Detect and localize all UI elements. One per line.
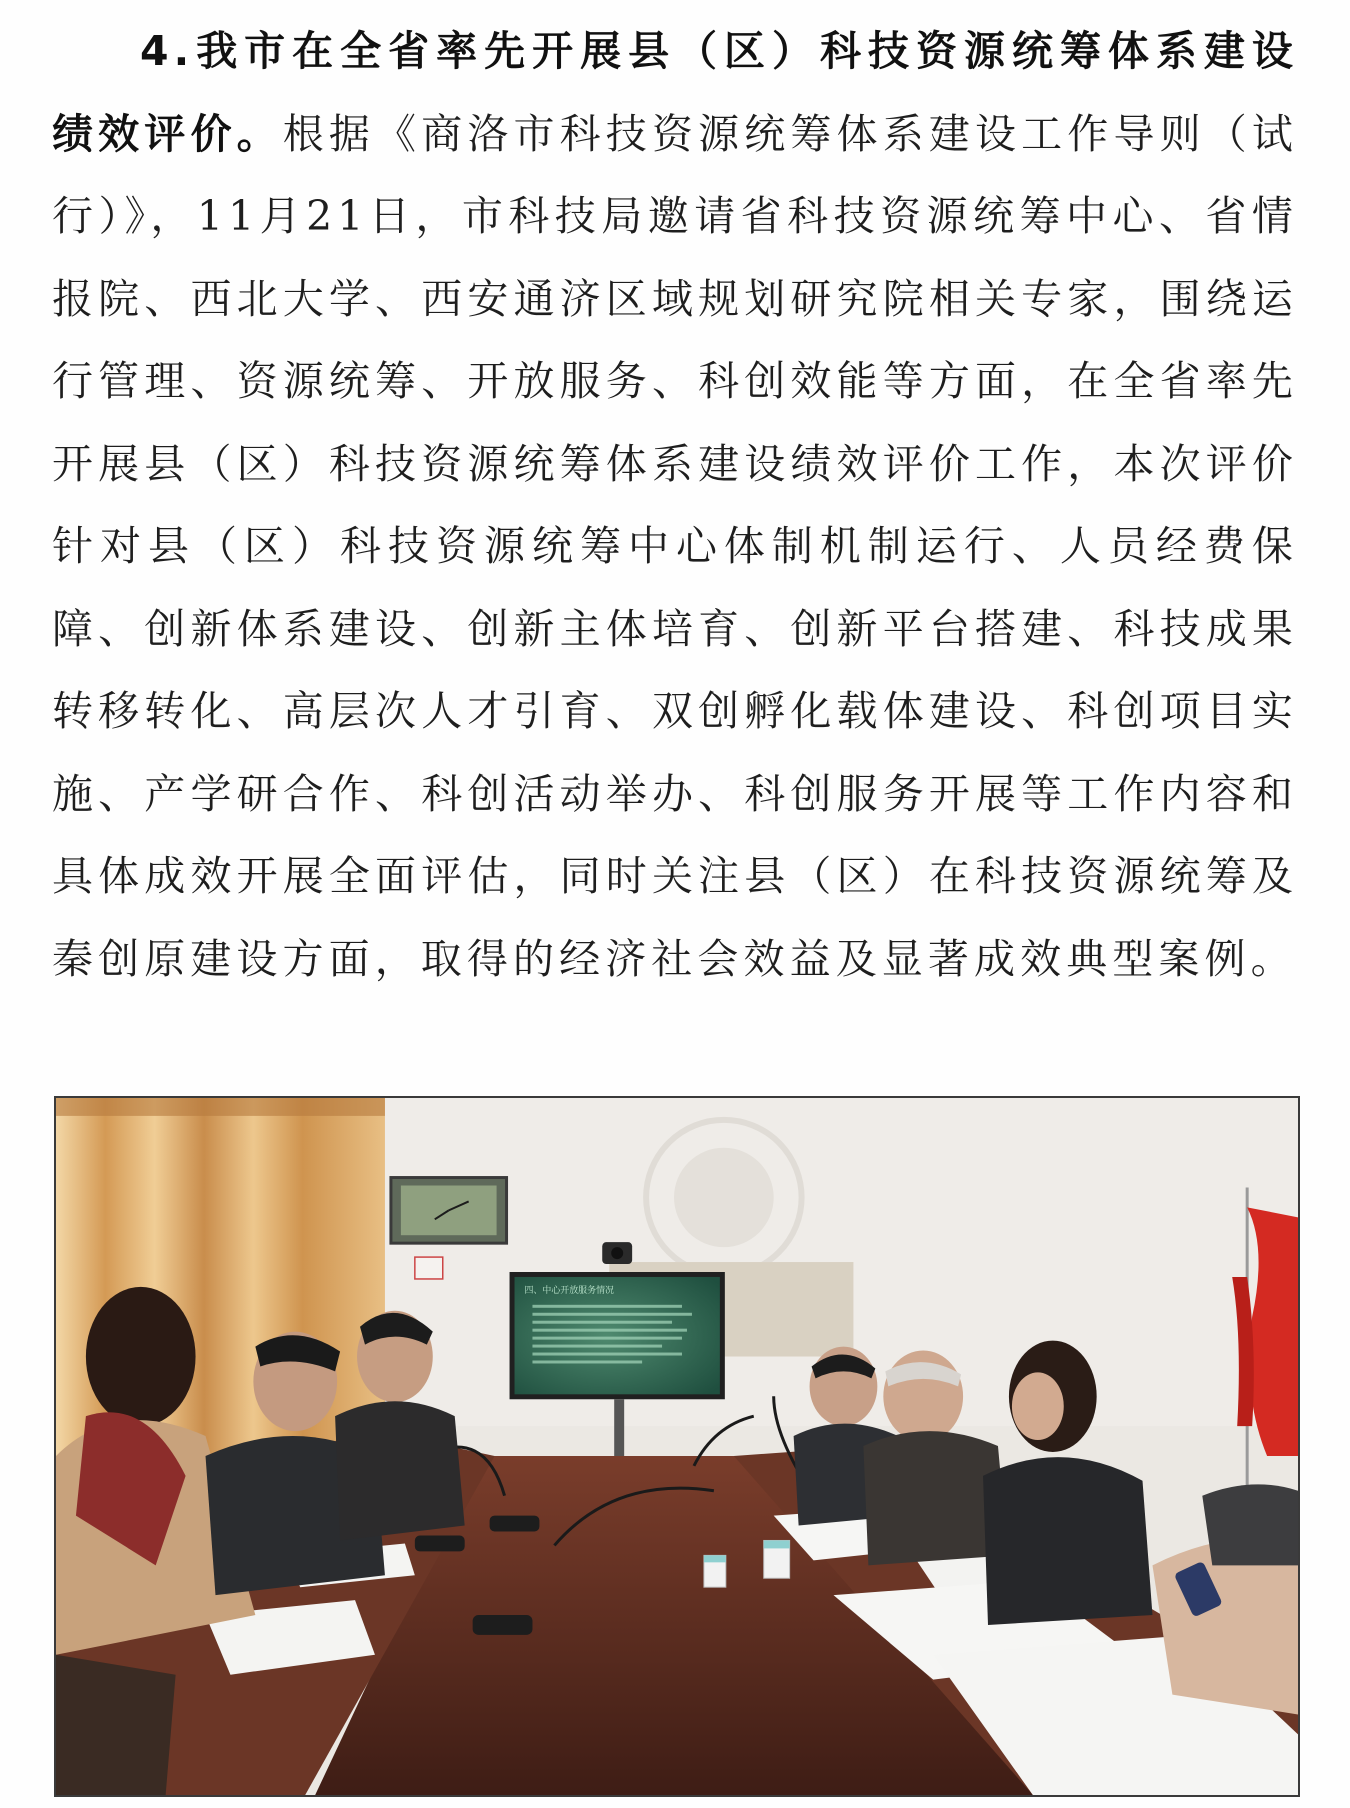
- screen-heading: 四、中心开放服务情况: [524, 1285, 614, 1296]
- paragraph-text: 根据《商洛市科技资源统筹体系建设工作导则（试行）》，11月21日，市科技局邀请省科技资源统筹中心、省情报院、西北大学、西安通济区域规划研究院相关专家，围绕运行管理、资源统筹、开放服务、科创效能等方面，在全省率先开展县（区）科技资源统筹体系建设绩效评价工作，本次评价针对县（区）科技资源统筹中心体制机制运行、人员经费保障、创新体系建设、创新主体培育、创新平台搭建、科技成果转移转化、高层次人才引育、双创孵化载体建设、科创项目实施、产学研合作、科创活动举办、科创服务开展等工作内容和具体成效开展全面评估，同时关注县（区）在科技资源统筹及秦创原建设方面，取得的经济社会效益及显著成效典型案例。: [52, 109, 1298, 983]
- meeting-photo: [54, 1096, 1300, 1797]
- meeting-photo-illustration: [56, 1098, 1298, 1795]
- article-body: [52, 10, 1298, 1000]
- paragraph: [52, 10, 1298, 1000]
- paragraph-lead-heading: 4.我市在全省率先开展县（区）科技资源统筹体系建设绩效评价。: [52, 27, 1298, 158]
